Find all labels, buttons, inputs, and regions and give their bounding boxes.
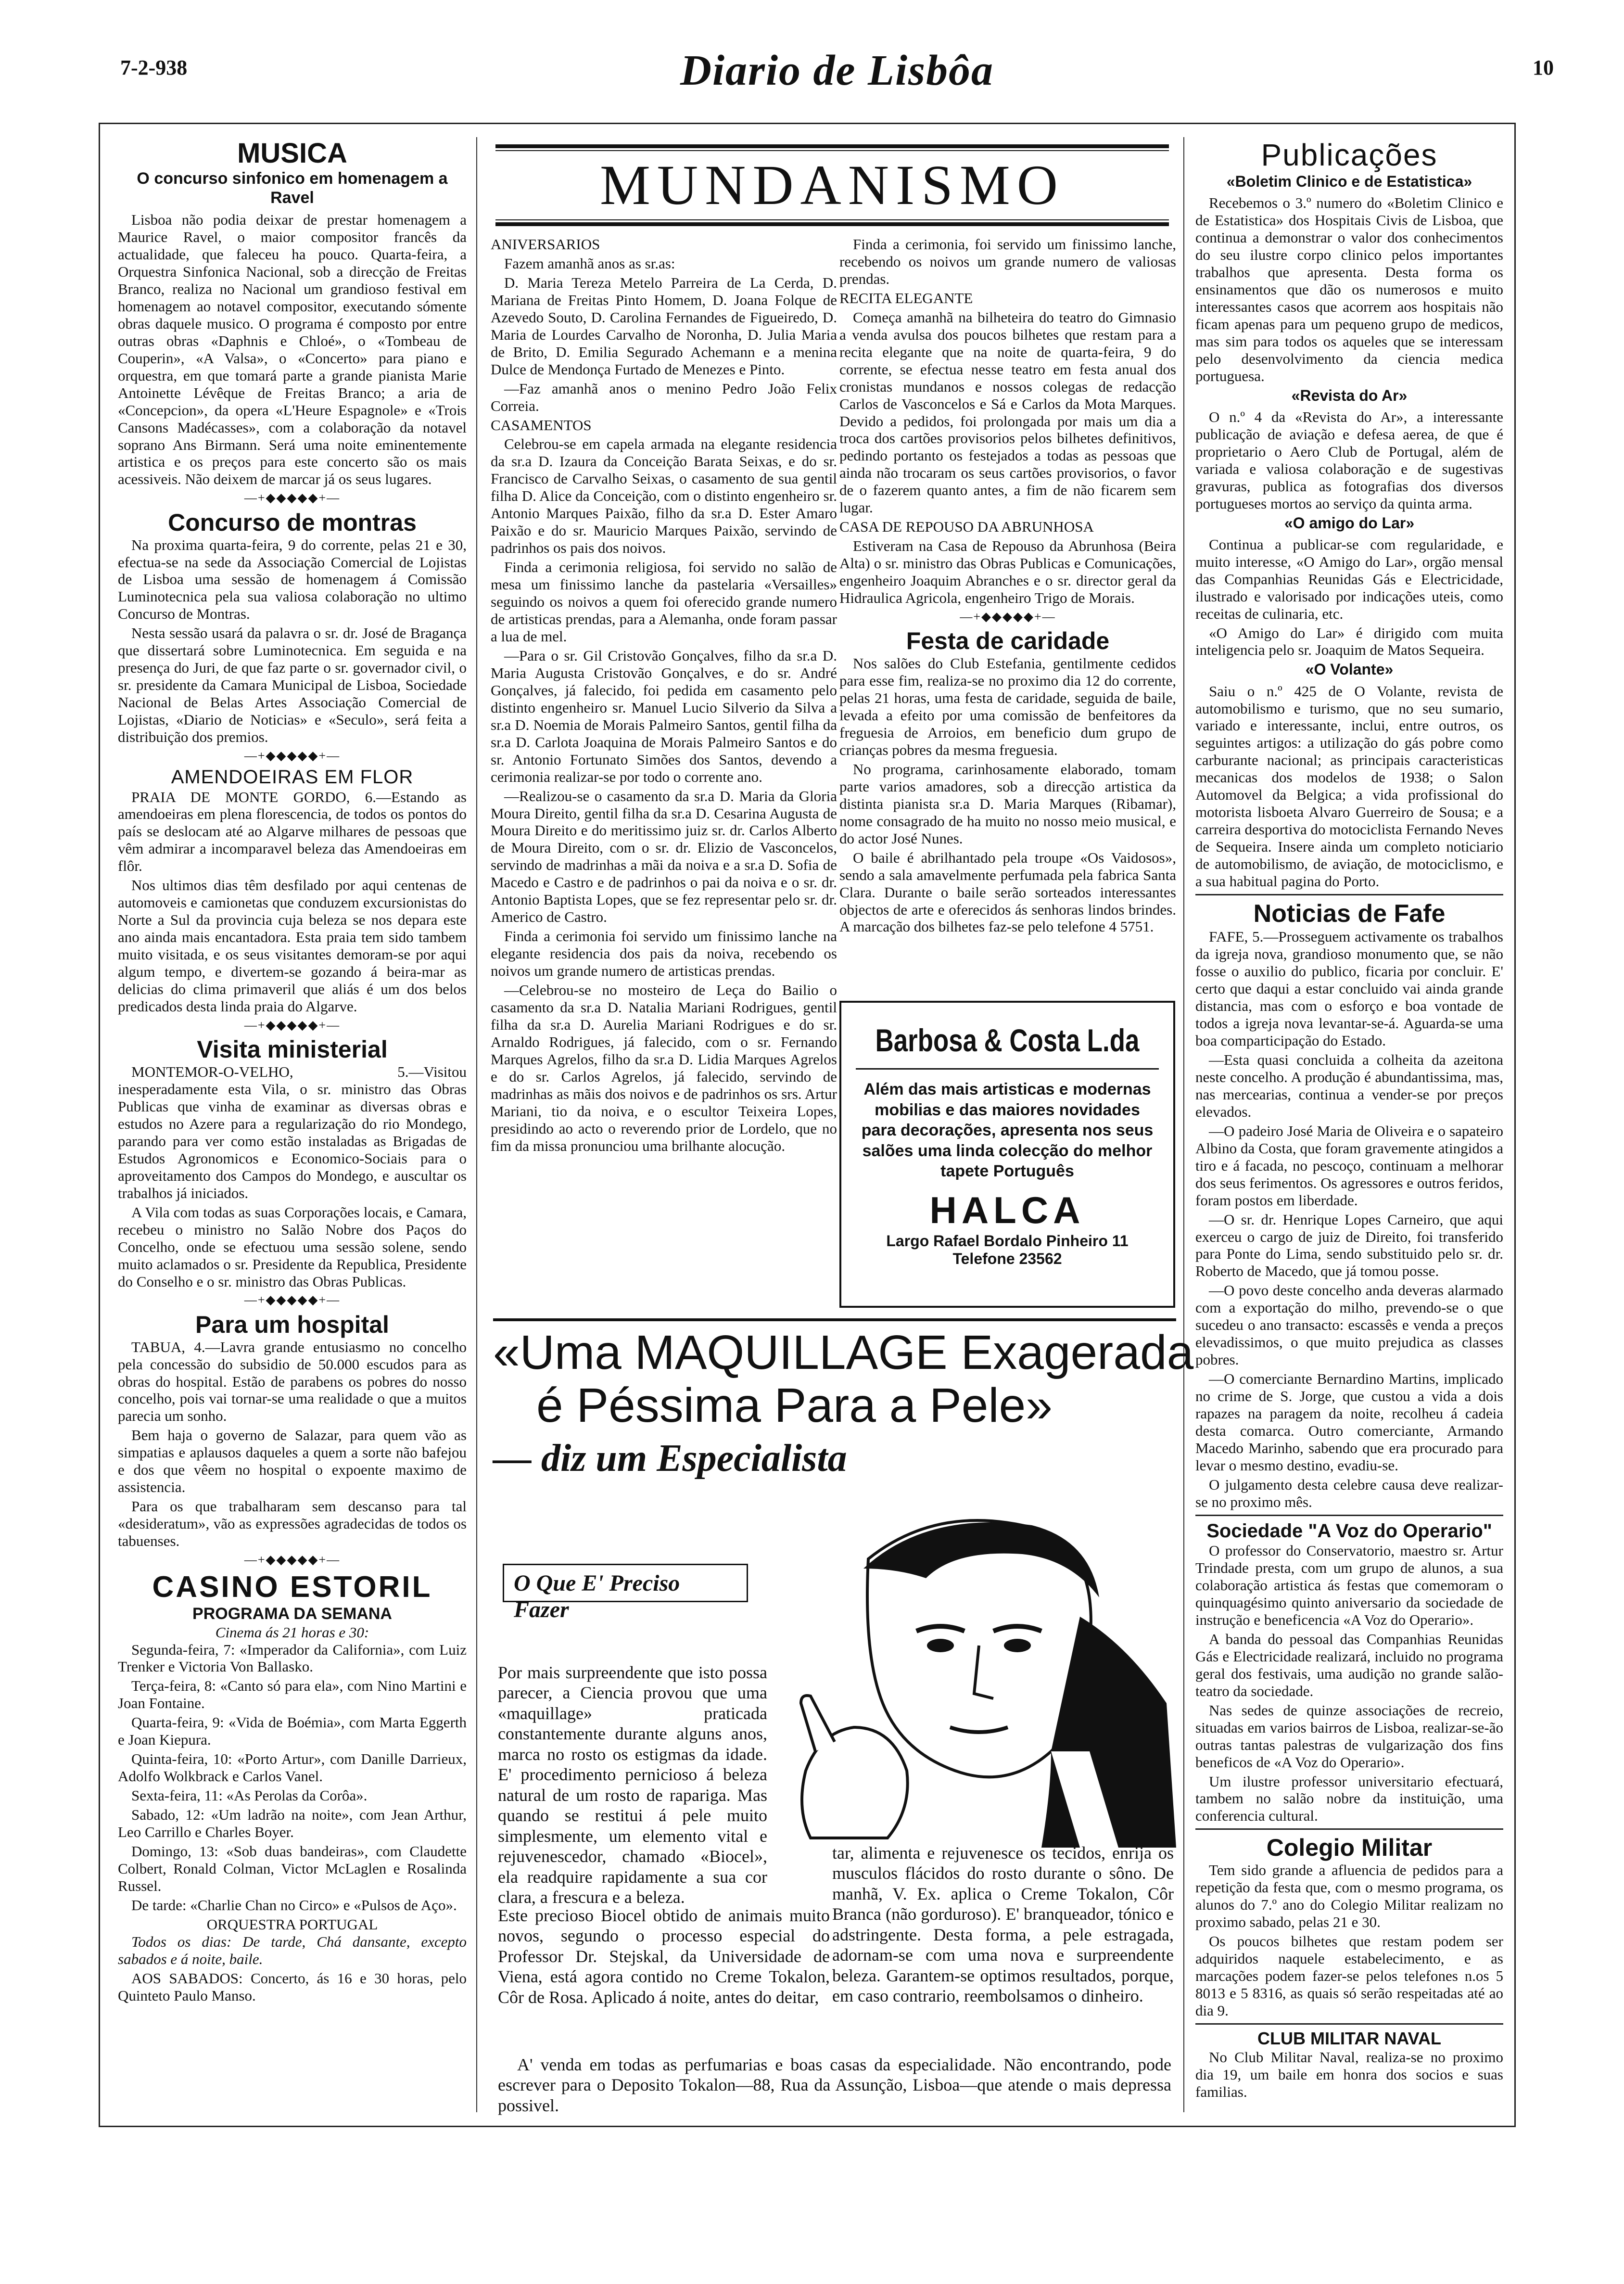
fafe-p2: —Esta quasi concluida a colheita da azeitona neste concelho. A produção é abundantissima, mas, nas mercearias, continua a vender-se por preços elevados. — [1195, 1051, 1503, 1120]
barbosa-phone: Telefone 23562 — [952, 1250, 1062, 1267]
colegio-militar-p1: Tem sido grande a afluencia de pedidos para a repetição da festa que, com o mesmo programa, os alunos do 7.º ano do Colegio Militar realizam no proximo sabado, pelas 21 e 30. — [1195, 1862, 1503, 1931]
volante-title: «O Volante» — [1305, 661, 1394, 678]
montras-p2: Nesta sessão usará da palavra o sr. dr. José de Bragança que dissertará sobre Luminotecnica. Em seguida e na presença do Juri, de que faz parte o sr. governador civil, o sr. presidente da Camara Municipal de Lisboa, Sociedade Nacional de Belas Artes Associação Comercial de Lojistas, «Diario de Noticias» e «Seculo», será feita a distribuição dos premios. — [118, 625, 467, 746]
volante-p: Saiu o n.º 425 de O Volante, revista de automobilismo e turismo, que no seu sumario, variado e interessante, inclui, entre outros, os seguintes artigos: a utilização do gás pobre como carburante nacional; as principais caracteristicas mecanicas dos modelos de 1938; o Salon Automovel da Belgica; a vida profissional do motorista lisboeta Alvaro Guerreiro de Sousa; e a carreira desportiva do motociclista Fernando Neves de Sequeira. Insere ainda um completo noticiario de automobilismo, de aviação, de motociclismo, e a sua habitual pagina do Porto. — [1195, 682, 1503, 890]
section-rule — [1195, 1828, 1503, 1830]
musica-body: Lisboa não podia deixar de prestar homenagem a Maurice Ravel, o maior compositor francês da actualidade, que faleceu ha pouco. Quarta-feira, a Orquestra Sinfonica Nacional, sob a direcção de Freitas Branco, realiza no Nacional um grandioso festival em homenagem ao notavel compositor, executando sómente obras daquele musico. O programa é composto por entre outras obras «Daphnis e Chloé», o «Tombeau de Couperin», «A Valsa», o «Concerto» para piano e orquestra, em que tomará parte a grande pianista Marie Antoinette Lévêque de Freitas Branco; a aria de «Concepcion», da opera «L'Heure Espagnole» e «Trois Cansons Madécasses», com a colaboração da notavel soprano Ans Birmann. Será uma noite eminentemente artistica e os preços para este concerto são os mais acessiveis. Não deixem de marcar já os seus lugares. — [118, 211, 467, 488]
maquillage-headline-2: é Péssima Para a Pele» — [536, 1378, 1053, 1432]
amigo-lar-p1: Continua a publicar-se com regularidade, e muito interesse, «O Amigo do Lar», orgão mensal das Companhias Reunidas Gás e Electricidade, ilustrado e valorisado por indicações uteis, como receitas de culinaria, etc. — [1195, 536, 1503, 622]
ornament: —+◆◆◆◆◆+— — [244, 1018, 341, 1032]
montras-title: Concurso de montras — [168, 509, 417, 536]
casino-item: De tarde: «Charlie Chan no Circo» e «Pulsos de Aço». — [131, 1896, 457, 1914]
barbosa-brand: HALCA — [929, 1188, 1085, 1231]
visita-p2: A Vila com todas as suas Corporações locais, e Camara, recebeu o ministro no Salão Nobre dos Paços do Concelho, onde se efectuou uma sessão solene, sendo muito aclamados o sr. Presidente da Republica, Presidente do Conselho e o sr. ministro das Obras Publicas. — [118, 1203, 467, 1290]
maquillage-footer: A' venda em todas as perfumarias e boas casas da especialidade. Não encontrando, pode escrever para o Deposito Tokalon—88, Rua da Assunção, Lisboa—que atende o mais depressa possivel. — [498, 2055, 1171, 2115]
maquillage-left-text: Por mais surpreendente que isto possa parecer, a Ciencia provou que uma «maquillage» praticada constantemente durante alguns anos, marca no rosto os estigmas da idade. E' procedimento pernicioso á beleza natural de um rosto de rapariga. Mas quando se restitui á pele muito simplesmente, um elemento vital e rejuvenescedor, chamado «Biocel», ela readquire rapidamente a sua cor clara, a frescura e a beleza. — [498, 1663, 767, 1907]
naval-p: No Club Militar Naval, realiza-se no proximo dia 19, um baile em honra dos socios e suas familias. — [1195, 2048, 1503, 2100]
ornament: —+◆◆◆◆◆+— — [244, 748, 341, 763]
mundanismo-header — [495, 144, 1169, 226]
sabados-line: AOS SABADOS: Concerto, ás 16 e 30 horas, pelo Quinteto Paulo Manso. — [118, 1969, 467, 2004]
aniv-title: ANIVERSARIOS — [491, 236, 600, 253]
casino-item: Quinta-feira, 10: «Porto Artur», com Danille Darrieux, Adolfo Wolkbrack e Carlos Vanel. — [118, 1750, 467, 1785]
barbosa-text: Além das mais artisticas e modernas mobilias e das maiores novidades para decorações, apresenta nos seus salões uma linda colecção do melhor tapete Português — [861, 1080, 1154, 1180]
maquillage-box: O Que E' Preciso Fazer — [503, 1564, 748, 1602]
casino-item: Sabado, 12: «Um ladrão na noite», com Jean Arthur, Leo Carrillo e Charles Boyer. — [118, 1806, 467, 1841]
casino-item: Quarta-feira, 9: «Vida de Boémia», com Marta Eggerth e Joan Kiepura. — [118, 1714, 467, 1748]
amigo-lar-title: «O amigo do Lar» — [1284, 514, 1415, 532]
section-rule — [1195, 894, 1503, 895]
publicacoes-title: Publicações — [1261, 138, 1438, 172]
amendoeiras-title: AMENDOEIRAS EM FLOR — [171, 766, 414, 788]
visita-p1: MONTEMOR-O-VELHO, 5.—Visitou inesperadamente esta Vila, o sr. ministro das Obras Publicas que vinha de examinar as diversas obras e estudos no Azere para a regularização do rio Mondego, parando para ver como estão instaladas as Brigadas de Estudos Agronomicos e Economico-Sociais para o aproveitamento dos Campos do Mondego, e auscultar os trabalhos já iniciados. — [118, 1063, 467, 1201]
casino-item: Segunda-feira, 7: «Imperador da California», com Luiz Trenker e Victoria Von Ballasko. — [118, 1641, 467, 1675]
column-divider — [1183, 137, 1184, 2112]
cas-p2: Finda a cerimonia religiosa, foi servido no salão de mesa um finissimo lanche da pastelaria «Versailles» seguindo os noivos a quem foi oferecido grande numero de artisticas prendas, para a Alemanha, onde foram passar a lua de mel. — [491, 559, 837, 645]
section-rule — [1195, 2023, 1503, 2025]
voz-operario-p2: A banda do pessoal das Companhias Reunidas Gás e Electricidade realizará, incluido no programa geral dos festivais, uma audição no grande salão-teatro da sociedade. — [1195, 1630, 1503, 1699]
barbosa-address: Largo Rafael Bordalo Pinheiro 11 — [886, 1232, 1129, 1250]
hospital-title: Para um hospital — [195, 1311, 389, 1338]
cas-p3: —Para o sr. Gil Cristovão Gonçalves, filho da sr.a D. Maria Augusta Cristovão Gonçalves, e do sr. André Gonçalves, já falecido, foi pedida em casamento pelo distinto engenheiro sr. Manuel Lucio Silverio da Silva a sr.a D. Noemia de Morais Palmeiro Santos, gentil filha da sr.a D. Carlota Joaquina de Morais Palmeiro Santos e do sr. Antonio Fortunato Simões dos Santos, devendo a cerimonia realizar-se por todo o corrente ano. — [491, 647, 837, 785]
masthead: Diario de Lisbôa — [680, 47, 994, 94]
amendoeiras-p1: PRAIA DE MONTE GORDO, 6.—Estando as amendoeiras em plena florescencia, de todos os pontos do país se deslocam até ao Algarve milhares de pessoas que vêm admirar a incomparavel beleza das Amendoeiras em flôr. — [118, 788, 467, 875]
maquillage-bottom-text: Este precioso Biocel obtido de animais muito novos, segundo o processo especial do Professor Dr. Stejskal, da Universidade de Viena, está agora contido no Creme Tokalon, Côr de Rosa. Aplicado á noite, antes do deitar, — [498, 1906, 830, 2007]
musica-subtitle: O concurso sinfonico em homenagem a Ravel — [137, 169, 448, 207]
recita-p1: Começa amanhã na bilheteira do teatro do Gimnasio a venda avulsa dos poucos bilhetes que restam para a recita elegante que na noite de quarta-feira, 9 do corrente, se efectua nesse teatro em festa anual dos cronistas mundanos e nossos colegas de redacção Carlos de Vasconcelos e Sá e Carlos da Mota Marques. Devido a pedidos, foi prolongada por mais um dia a troca dos cartões provisorios pelos bilhetes definitivos, pedindo portanto os festejados a todas as pessoas que ainda não trocaram os seus cartões provisorios, o favor de o fazerem quanto antes, a fim de não ficarem sem lugar. — [839, 308, 1176, 516]
festa-p3: O baile é abrilhantado pela troupe «Os Vaidosos», sendo a sala amavelmente perfumada pela fabrica Santa Clara. Durante o baile serão sorteados interessantes objectos de arte e oferecidos ás senhoras lindos brindes. A marcação dos bilhetes faz-se pelo telefone 4 5751. — [839, 849, 1176, 935]
column-2 — [491, 236, 837, 1157]
casino-item: Sexta-feira, 11: «As Perolas da Corôa». — [131, 1787, 368, 1804]
orquestra-line: Todos os dias: De tarde, Chá dansante, excepto sabados e á noite, baile. — [118, 1933, 467, 1967]
fafe-p1: FAFE, 5.—Prosseguem activamente os trabalhos da igreja nova, grandioso monumento que, se não fosse o auxilio do publico, ficaria por concluir. E' certo que daqui a estar concluido vai ainda grande distancia, mas com o esforço e boa vontade de todos a igreja nova levantar-se-á. Aguarda-se uma boa comparticipação do Estado. — [1195, 928, 1503, 1049]
cas-p6: —Celebrou-se no mosteiro de Leça do Bailio o casamento da sr.a D. Natalia Mariani Rodrigues, gentil filha da sr.a D. Aurelia Mariani Rodrigues e do sr. Arnaldo Rodrigues, já falecido, com o sr. Fernando Marques Agrelos, filho da sr.a D. Lidia Marques Agrelos e do sr. Carlos Agrelos, já falecido, servindo de madrinhas as mãis dos noivos e de padrinhos os srs. Artur Mariani, tio da noiva, e o escultor Teixeira Lopes, presidindo ao acto o reverendo prior de Lordelo, que no fim da missa pronunciou uma brilhante alocução. — [491, 982, 837, 1154]
voz-operario-p3: Nas sedes de quinze associações de recreio, situadas em varios bairros de Lisboa, realizar-se-ão outras tantas palestras de vulgarização dos fins beneficos de «A Voz do Operario». — [1195, 1701, 1503, 1771]
issue-date: 7-2-938 — [120, 56, 188, 79]
hospital-p3: Para os que trabalharam sem descanso para tal «desideratum», vão as expressões agradecidas de todos os tabuenses. — [118, 1498, 467, 1550]
fafe-p3: —O padeiro José Maria de Oliveira e o sapateiro Albino da Costa, que foram gravemente atingidos a tiro e á facada, no pescoço, continuam a melhorar dos seus ferimentos. Os agressores e outros feridos, foram postos em liberdade. — [1195, 1122, 1503, 1209]
revista-ar-title: «Revista do Ar» — [1291, 386, 1408, 404]
festa-title: Festa de caridade — [906, 627, 1110, 655]
colegio-militar-title: Colegio Militar — [1266, 1834, 1433, 1862]
boletim-title: «Boletim Clinico e de Estatistica» — [1226, 173, 1472, 191]
cas-title: CASAMENTOS — [491, 416, 592, 434]
ornament: —+◆◆◆◆◆+— — [244, 1553, 341, 1567]
voz-operario-title: Sociedade "A Voz do Operario" — [1206, 1520, 1492, 1542]
fafe-p6: —O comerciante Bernardino Martins, implicado no crime de S. Jorge, que custou a vida a dois rapazes na paragem da noite, recolheu á cadeia desta comarca. Outro comerciante, Armando Macedo Marinho, sabendo que era procurado para levar o mesmo destino, evadiu-se. — [1195, 1370, 1503, 1474]
festa-p2: No programa, carinhosamente elaborado, tomam parte varios amadores, sob a direcção artistica da distinta pianista sr.a D. Maria Marques (Ribamar), nome consagrado de ha muito no nosso meio musical, e do actor José Nunes. — [839, 760, 1176, 847]
aniv-p2: —Faz amanhã anos o menino Pedro João Felix Correia. — [491, 380, 837, 414]
specialist-illustration — [782, 1501, 1176, 1848]
festa-p1: Nos salões do Club Estefania, gentilmente cedidos para esse fim, realiza-se no proximo dia 12 do corrente, pelas 21 horas, uma festa de caridade, seguida de baile, levada a efeito por uma comissão de benfeitores da freguesia de Arroios, em beneficio dum grupo de crianças pobres da mesma freguesia. — [839, 655, 1176, 758]
cas-p5: Finda a cerimonia foi servido um finissimo lanche na elegante residencia dos pais da noiva, recebendo os noivos um grande numero de artisticas prendas. — [491, 928, 837, 980]
musica-title: MUSICA — [237, 138, 347, 169]
cas-p1: Celebrou-se em capela armada na elegante residencia da sr.a D. Izaura da Conceição Barata Seixas, e do sr. Francisco de Carvalho Seixas, o casamento de sua gentil filha D. Alice da Conceição, com o distinto engenheiro sr. Antonio Marques Paixão, filho da sr.a D. Ester Amaro Paixão e do sr. Mauricio Marques Paixão, servindo de padrinhos os pais dos noivos. — [491, 435, 837, 557]
casino-title: CASINO ESTORIL — [152, 1570, 432, 1604]
cas-p4: —Realizou-se o casamento da sr.a D. Maria da Gloria Moura Direito, gentil filha da sr.a D. Cesarina Augusta de Moura Direito e do meritissimo juiz sr. dr. Carlos Alberto de Moura Direito, com o sr. dr. Elizio de Vasconcelos, servindo de madrinhas a mãi da noiva e a sr.a D. Sofia de Macedo e Castro e de padrinhos o pai da noiva e o sr. dr. Antonio Baptista Lopes, que se fez representar pelo sr. dr. Americo de Castro. — [491, 787, 837, 926]
repouso-title: CASA DE REPOUSO DA ABRUNHOSA — [839, 518, 1094, 536]
mundanismo-title: MUNDANISMO — [599, 153, 1065, 217]
visita-title: Visita ministerial — [197, 1036, 388, 1063]
aniv-p1: D. Maria Tereza Metelo Parreira de La Cerda, D. Mariana de Freitas Pinto Homem, D. Joana Folque de Azevedo Souto, D. Carolina Fernandes de Figueiredo, D. Maria de Lourdes Carvalho de Noronha, D. Julia Maria de Brito, D. Emilia Segurado Achemann e a menina Dulce de Mendonça Furtado de Menezes e Pinto. — [491, 274, 837, 378]
casino-times: Cinema ás 21 horas e 30: — [215, 1623, 369, 1641]
page-number: 10 — [1533, 56, 1554, 79]
ornament: —+◆◆◆◆◆+— — [244, 491, 341, 505]
hospital-p1: TABUA, 4.—Lavra grande entusiasmo no concelho pela concessão do subsidio de 50.000 escudos para as obras do hospital. Estão de parabens os pobres do nosso concelho, pois vai tornar-se uma realidade o que a muitos parecia um sonho. — [118, 1338, 467, 1425]
revista-ar-p: O n.º 4 da «Revista do Ar», a interessante publicação de aviação e defesa aerea, de que é proprietario o Aero Club de Portugal, além de variada e valiosa colaboração e de sugestivas gravuras, publica as fotografias dos diversos portugueses mortos ao serviço da quinta arma. — [1195, 408, 1503, 512]
barbosa-costa-ad — [839, 1001, 1175, 1308]
maquillage-mid-text: tar, alimenta e rejuvenesce os tecidos, enrija os musculos flácidos do rosto durante o sôno. De manhã, V. Ex. aplica o Creme Tokalon, Côr Branca (não gorduroso). E' branqueador, tónico e adstringente. Desta forma, a pele estragada, adornam-se com uma nova e surpreendente beleza. Garantem-se optimos resultados, porque, em caso contrario, reembolsamos o dinheiro. — [832, 1843, 1174, 2006]
naval-title: CLUB MILITAR NAVAL — [1257, 2028, 1441, 2048]
fafe-p7: O julgamento desta celebre causa deve realizar-se no proximo mês. — [1195, 1476, 1503, 1510]
montras-p1: Na proxima quarta-feira, 9 do corrente, pelas 21 e 30, efectua-se na sede da Associação Comercial de Lojistas de Lisboa uma sessão de homenagem á Comissão Luminotecnica pela sua valiosa colaboração no ultimo Concurso de Montras. — [118, 536, 467, 623]
column-4 — [1195, 137, 1503, 2103]
barbosa-name: Barbosa & Costa L.da — [875, 1022, 1140, 1058]
maquillage-headline-3: — diz um Especialista — [493, 1437, 847, 1480]
ornament: —+◆◆◆◆◆+— — [960, 610, 1056, 624]
hospital-p2: Bem haja o governo de Salazar, para quem vão as simpatias e aplausos daqueles a quem a sorte não bafejou e dos que vêem no hospital o expoente maximo de assistencia. — [118, 1427, 467, 1496]
page-header — [120, 46, 1554, 103]
maquillage-ad — [493, 1318, 1194, 2115]
recita-title: RECITA ELEGANTE — [839, 289, 973, 306]
casino-item: Terça-feira, 8: «Canto só para ela», com Nino Martini e Joan Fontaine. — [118, 1677, 467, 1712]
boletim-p: Recebemos o 3.º numero do «Boletim Clinico e de Estatistica» dos Hospitais Civis de Lisboa, que continua a demonstrar o valor dos conhecimentos do seu ilustre corpo clinico pelos importantes trabalhos que apresenta. Desta forma os ensinamentos que dão os numerosos e muito interessantes casos que acorrem aos hospitais não ficam apenas para um pequeno grupo de medicos, mas sim para todos os aqueles que se interessam pelo desenvolvimento da ciencia medica portuguesa. — [1195, 194, 1503, 384]
amendoeiras-p2: Nos ultimos dias têm desfilado por aqui centenas de automoveis e camionetas que conduzem excursionistas do Norte a Sul da provincia cuja beleza se nos depara este ano ainda mais encantadora. Esta praia tem sido tambem muito visitada, e os seus visitantes demoram-se por aqui algum tempo, e divertem-se gozando á beira-mar as delicias do clima primaveril que aliás é um dos belos predicados desta linda praia do Algarve. — [118, 877, 467, 1015]
casino-subtitle: PROGRAMA DA SEMANA — [192, 1605, 392, 1623]
fafe-title: Noticias de Fafe — [1253, 899, 1446, 928]
maquillage-headline-1: «Uma MAQUILLAGE Exagerada — [493, 1326, 1194, 1379]
voz-operario-p4: Um ilustre professor universitario efectuará, tambem no salão nobre da instituição, uma conferencia cultural. — [1195, 1773, 1503, 1825]
voz-operario-p1: O professor do Conservatorio, maestro sr. Artur Trindade presta, com um grupo de alunos, a sua colaboração artistica ás festas que comemoram o quinquagésimo quinto aniversario da sociedade de instrução e beneficencia «A Voz do Operario». — [1195, 1542, 1503, 1628]
cerimonia-text: Finda a cerimonia, foi servido um finissimo lanche, recebendo os noivos um grande numero de valiosas prendas. — [839, 236, 1176, 287]
section-rule — [1195, 1515, 1503, 1516]
amigo-lar-p2: «O Amigo do Lar» é dirigido com muita inteligencia pelo sr. Joaquim de Matos Sequeira. — [1195, 624, 1503, 659]
fafe-p4: —O sr. dr. Henrique Lopes Carneiro, que aqui exerceu o cargo de juiz de Direito, foi transferido para Ponte do Lima, sendo substituido pelo sr. dr. Roberto de Macedo, que já tomou posse. — [1195, 1211, 1503, 1280]
fafe-p5: —O povo deste concelho anda deveras alarmado com a exportação do milho, prevendo-se o que sucedeu o ano transacto: escassês e venda a preços elevadissimos, o que muito prejudica as classes pobres. — [1195, 1282, 1503, 1368]
repouso-p1: Estiveram na Casa de Repouso da Abrunhosa (Beira Alta) o sr. ministro das Obras Publicas e Comunicações, engenheiro Joaquim Abranches e o sr. director geral da Hidraulica Agricola, engenheiro Trigo de Morais. — [839, 537, 1176, 607]
orquestra-title: ORQUESTRA PORTUGAL — [206, 1915, 378, 1933]
column-1 — [118, 137, 467, 2006]
column-divider — [476, 137, 477, 2112]
aniv-intro: Fazem amanhã anos as sr.as: — [504, 255, 675, 272]
ornament: —+◆◆◆◆◆+— — [244, 1293, 341, 1307]
casino-item: Domingo, 13: «Sob duas bandeiras», com Claudette Colbert, Ronald Colman, Victor McLaglen e Rosalinda Russel. — [118, 1843, 467, 1894]
colegio-militar-p2: Os poucos bilhetes que restam podem ser adquiridos naquele estabelecimento, e as marcações podem fazer-se pelos telefones n.os 5 8013 e 5 8316, as quais só serão respeitadas até ao dia 9. — [1195, 1933, 1503, 2019]
column-3 — [839, 236, 1176, 937]
